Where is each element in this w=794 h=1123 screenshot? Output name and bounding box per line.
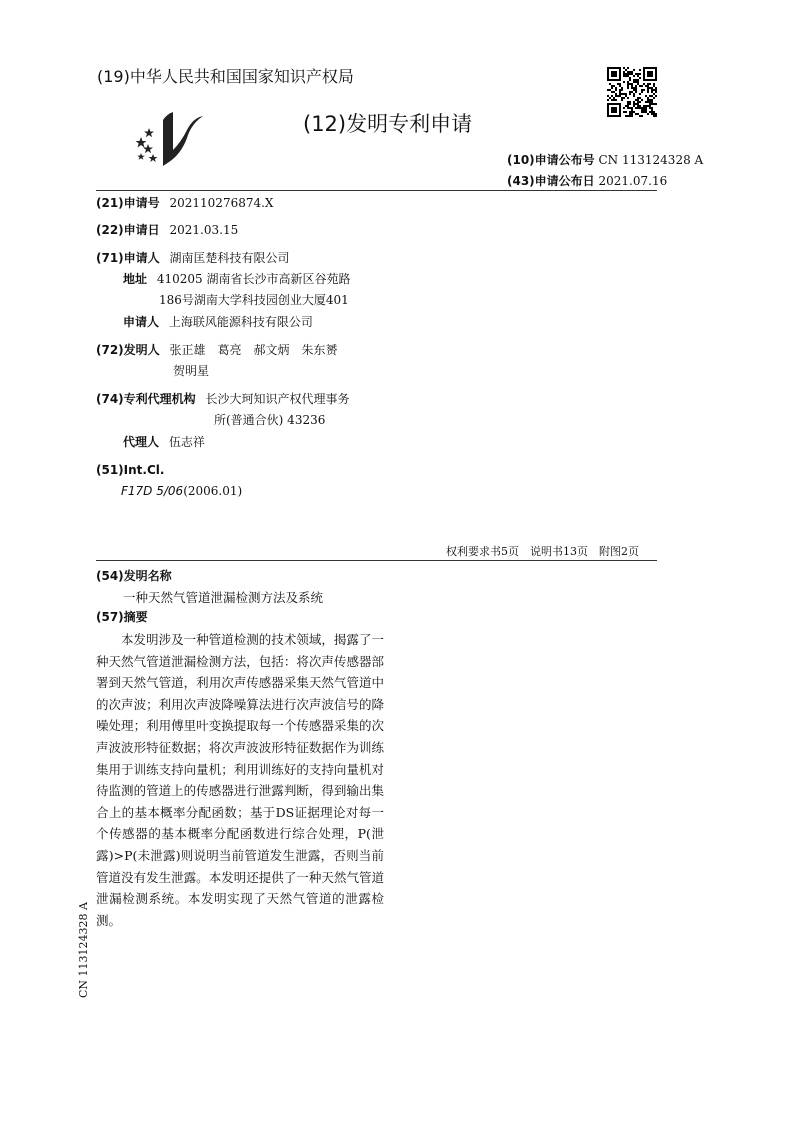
ipc-label: (51)Int.Cl. [96,463,165,477]
ipc-classification [121,482,242,500]
address-row [123,270,350,288]
publication-number-row [507,151,703,168]
publication-number-label: (10)申请公布号 [507,153,595,167]
publication-number: CN 113124328 A [598,153,704,167]
address-line-2: 186号湖南大学科技园创业大厦401 [159,293,349,307]
publication-date: 2021.07.16 [598,174,668,188]
application-number-label: (21)申请号 [96,196,160,210]
invention-title: 一种天然气管道泄漏检测方法及系统 [123,590,324,605]
title-label-text: (54)发明名称 [96,569,172,583]
middle-rule [96,560,657,561]
side-publication-number: CN 113124328 A [77,902,90,998]
ipc-code: F17D 5/06 [121,484,184,498]
application-date-row [96,221,238,239]
application-number-row [96,194,273,212]
inventors-label: (72)发明人 [96,343,160,357]
abstract-text: 本发明涉及一种管道检测的技术领域，揭露了一种天然气管道泄漏检测方法，包括：将次声传感器部署到天然气管道，利用次声传感器采集天然气管道中的次声波；利用次声波降噪算法进行次声波信号的降噪处理；利用傅里叶变换提取每一个传感器采集的次声波波形特征数据；将次声波波形特征数据作为训练集用于训练支持向量机；利用训练好的支持向量机对待监测的管道上的传感器进行泄露判断，得到输出集合上的基本概率分配函数；基于DS证据理论对每一个传感器的基本概率分配函数进行综合处理，P(泄露)>P(未泄露)则说明当前管道发生泄露，否则当前管道没有发生泄露。本发明还提供了一种天然气管道泄漏检测系统。本发明实现了天然气管道的泄露检测。 [96,632,384,928]
agency-label: (74)专利代理机构 [96,392,196,406]
title-label [96,567,172,585]
document-type: (12)发明专利申请 [303,112,473,136]
application-date: 2021.03.15 [169,223,239,237]
address-label: 地址 [123,272,148,286]
ipc-version: (2006.01) [183,484,243,498]
abstract-label [96,608,148,626]
applicant: 湖南匡楚科技有限公司 [169,251,290,265]
applicant-label: (71)申请人 [96,251,160,265]
agency-line-1: 长沙大珂知识产权代理事务 [205,392,350,406]
agent: 伍志祥 [168,435,205,449]
application-number: 202110276874.X [169,196,274,210]
address-line-1: 410205 湖南省长沙市高新区谷苑路 [156,272,351,286]
cnipa-logo-icon [133,110,211,168]
inventors-line-2: 贺明星 [173,364,210,378]
applicant-row [96,249,290,267]
applicant2-label: 申请人 [123,315,160,329]
agent-label: 代理人 [123,435,160,449]
agent-row [123,433,205,451]
office-name: (19)中华人民共和国国家知识产权局 [97,67,354,86]
page-counts: 权利要求书5页 说明书13页 附图2页 [446,545,639,558]
ipc-row [96,461,164,479]
qr-code-icon [607,67,657,117]
applicant2-row [123,313,313,331]
header-rule [96,190,657,191]
publication-date-row [507,172,667,189]
applicant2: 上海联风能源科技有限公司 [168,315,313,329]
publication-date-label: (43)申请公布日 [507,174,595,188]
inventors-row [96,341,338,359]
agency-row [96,390,350,408]
application-date-label: (22)申请日 [96,223,160,237]
agency-line-2: 所(普通合伙) 43236 [214,413,326,427]
abstract-label-text: (57)摘要 [96,610,148,624]
inventors-line-1: 张正雄 葛亮 郝文炳 朱东赟 [169,343,338,357]
